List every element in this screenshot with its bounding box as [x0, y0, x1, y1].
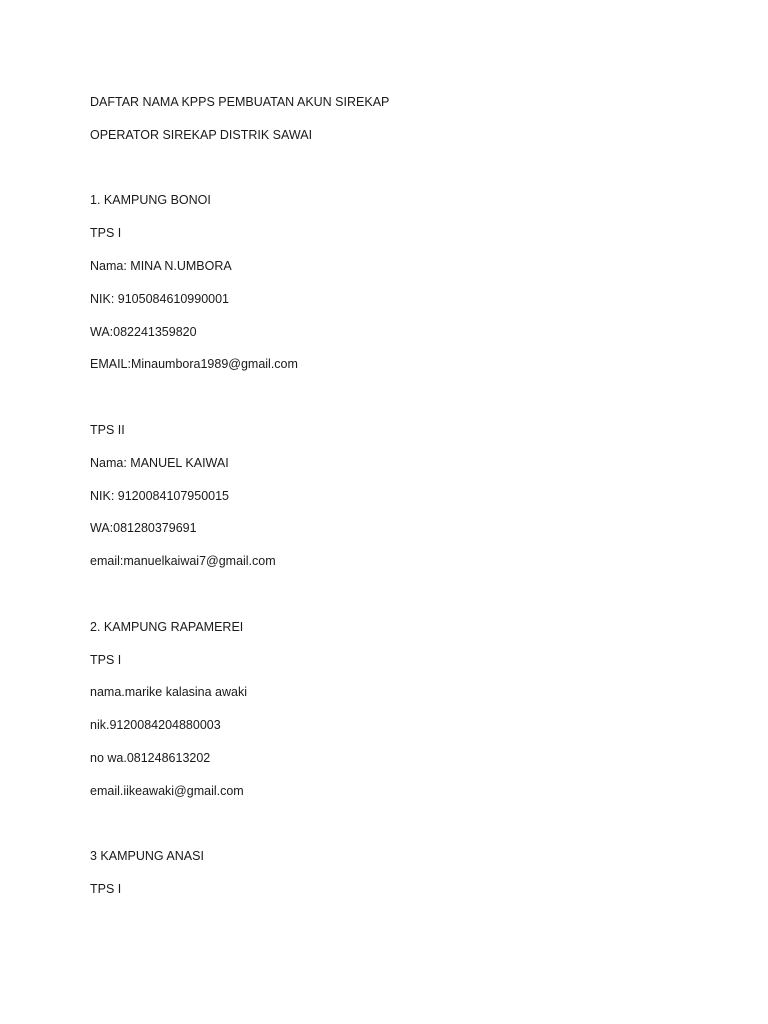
blank-line [90, 815, 690, 848]
document-body [90, 93, 690, 913]
kampung-heading: 1. KAMPUNG BONOI [90, 193, 211, 208]
wa-field: no wa.081248613202 [90, 750, 211, 765]
tps-label: TPS II [90, 422, 125, 437]
blank-line [90, 585, 690, 618]
nama-field: Nama: MANUEL KAIWAI [90, 455, 229, 470]
kampung-heading: 3 KAMPUNG ANASI [90, 849, 204, 864]
kampung-heading: 2. KAMPUNG RAPAMEREI [90, 619, 244, 634]
blank-line [90, 159, 690, 192]
nik-field: NIK: 9120084107950015 [90, 488, 230, 503]
email-field: email.iikeawaki@gmail.com [90, 783, 244, 798]
email-field: EMAIL:Minaumbora1989@gmail.com [90, 357, 298, 372]
tps-label: TPS I [90, 226, 122, 241]
blank-line [90, 388, 690, 421]
wa-field: WA:081280379691 [90, 521, 197, 536]
document-title: DAFTAR NAMA KPPS PEMBUATAN AKUN SIREKAP [90, 95, 390, 109]
email-field: email:manuelkaiwai7@gmail.com [90, 554, 276, 569]
tps-label: TPS I [90, 652, 122, 667]
wa-field: WA:082241359820 [90, 324, 197, 339]
nama-field: nama.marike kalasina awaki [90, 685, 248, 700]
nik-field: NIK: 9105084610990001 [90, 291, 230, 306]
nama-field: Nama: MINA N.UMBORA [90, 258, 232, 273]
document-subtitle: OPERATOR SIREKAP DISTRIK SAWAI [90, 127, 313, 142]
nik-field: nik.9120084204880003 [90, 718, 221, 733]
tps-label: TPS I [90, 882, 122, 897]
